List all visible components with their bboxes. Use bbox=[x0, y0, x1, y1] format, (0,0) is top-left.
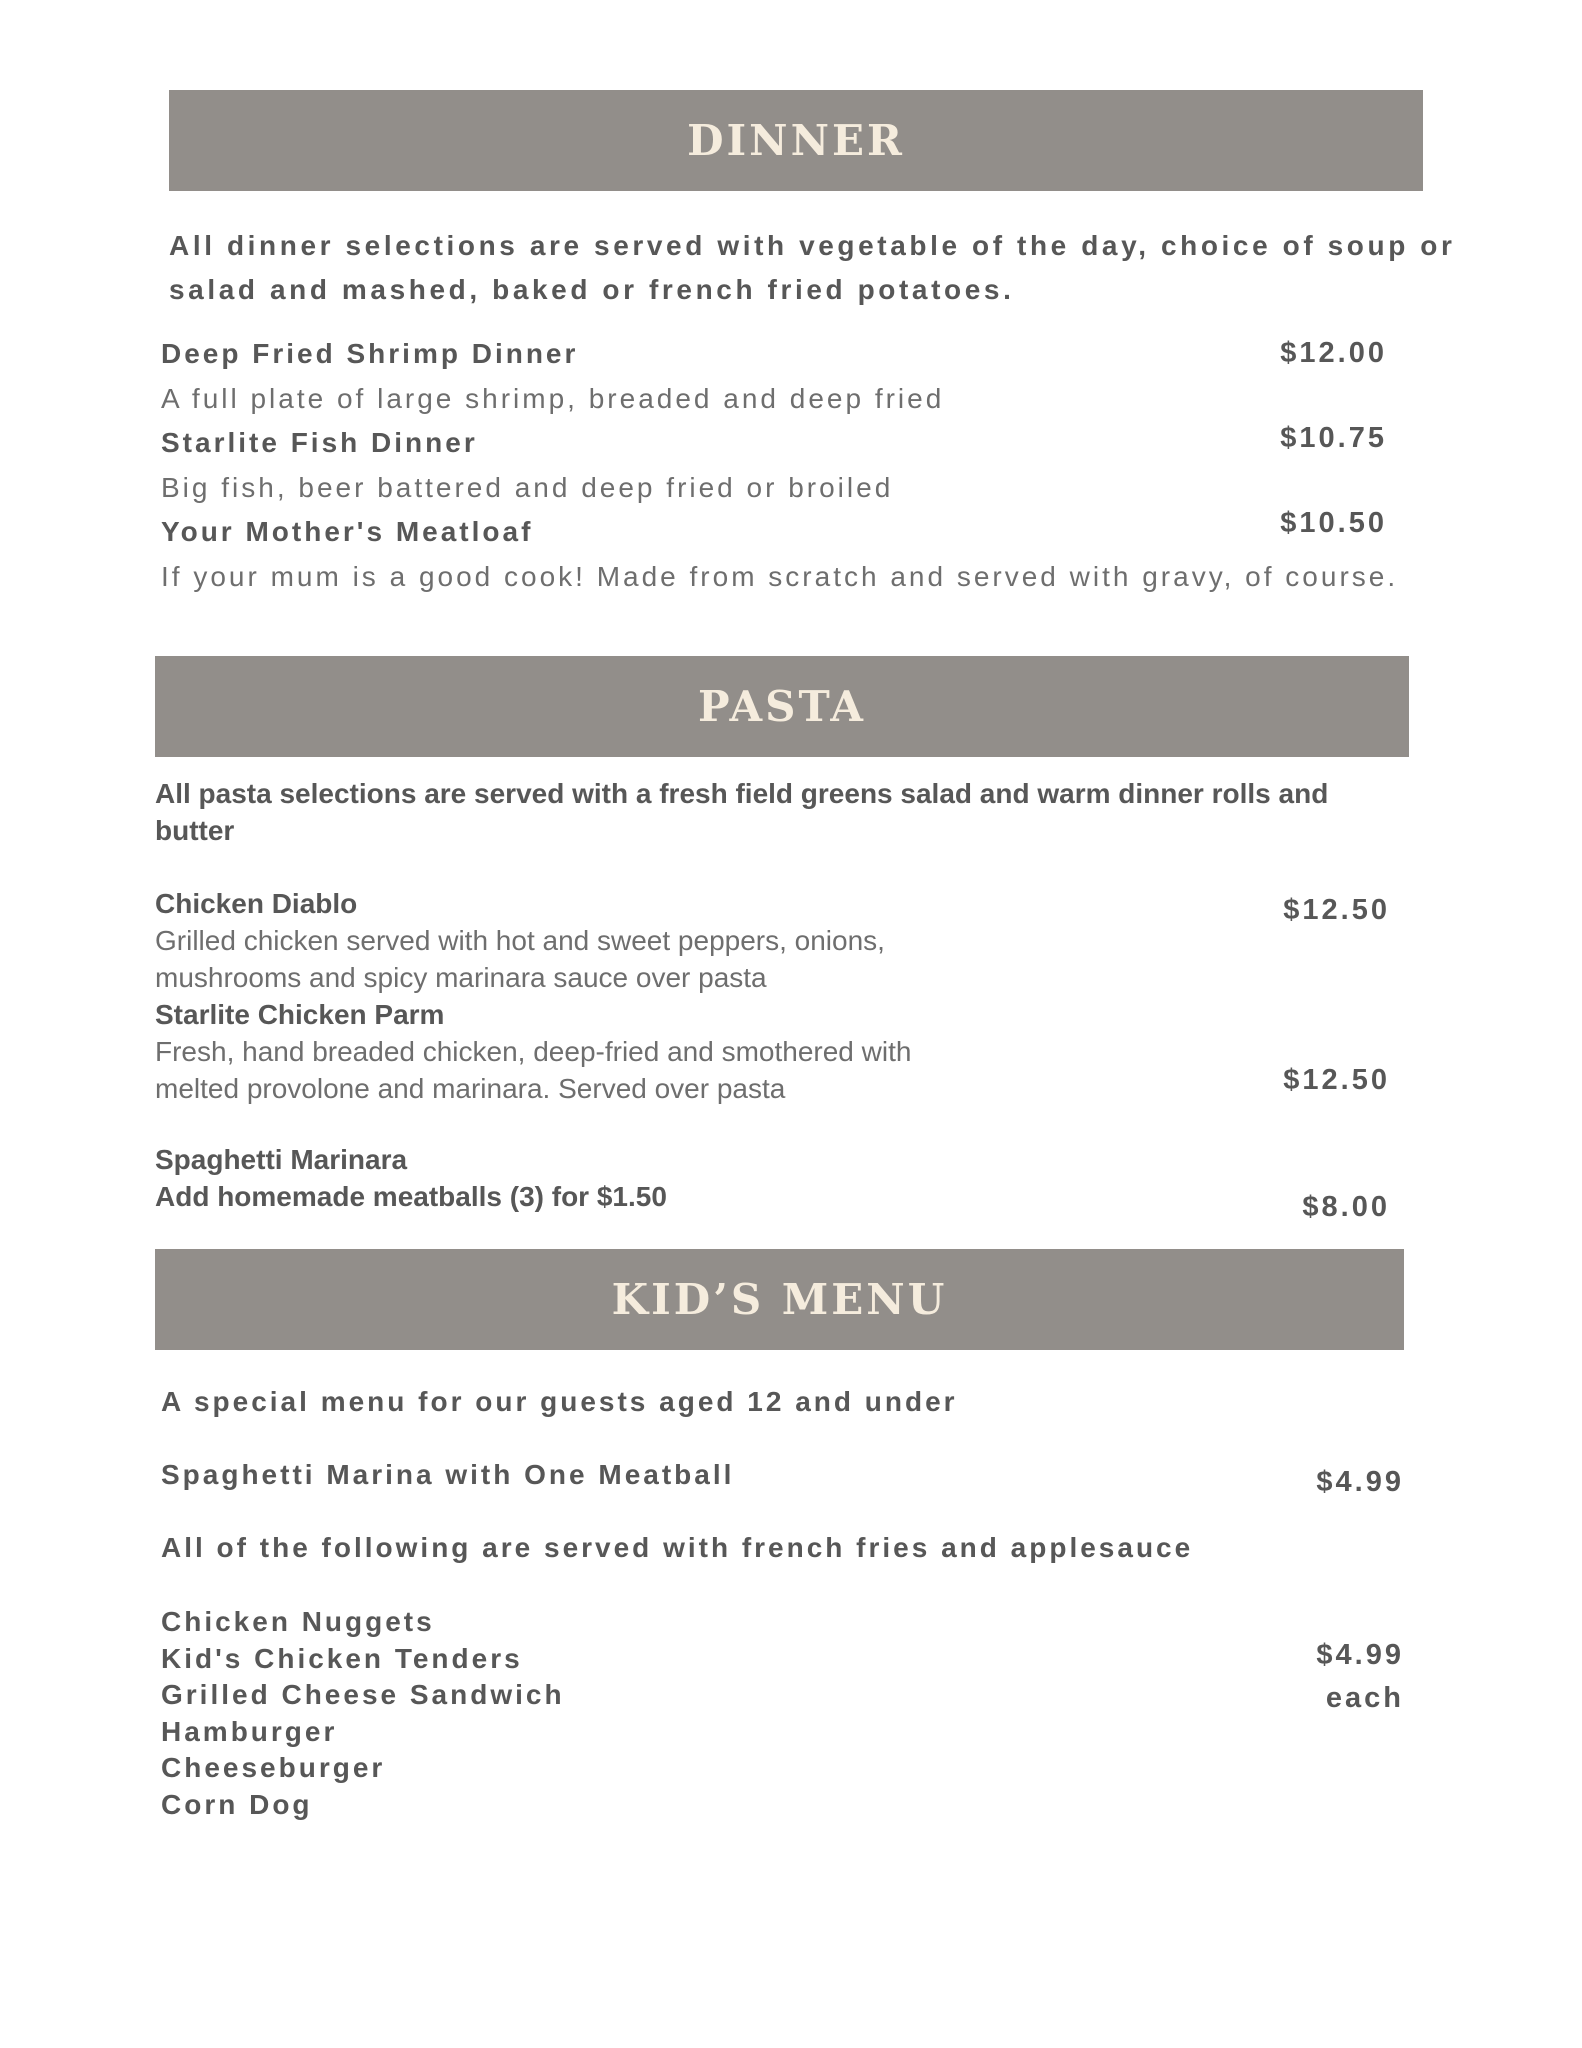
kids-single-item-name: Spaghetti Marina with One Meatball bbox=[161, 1459, 735, 1490]
pasta-item-desc-line1: Grilled chicken served with hot and sweet peppers, onions, bbox=[155, 925, 885, 956]
dinner-item-name: Deep Fried Shrimp Dinner bbox=[161, 338, 579, 369]
pasta-item-name: Chicken Diablo bbox=[155, 888, 358, 919]
pasta-item bbox=[155, 1141, 667, 1215]
kids-group-price-unit: each bbox=[1325, 1682, 1404, 1714]
pasta-intro bbox=[155, 775, 1328, 849]
kids-heading: KID’S MENU bbox=[611, 1275, 948, 1324]
dinner-item-name: Starlite Fish Dinner bbox=[161, 427, 478, 458]
dinner-banner bbox=[169, 90, 1423, 191]
pasta-item-desc-line2: mushrooms and spicy marinara sauce over pasta bbox=[155, 962, 767, 993]
kids-group-price bbox=[1316, 1634, 1404, 1720]
pasta-item-note: Add homemade meatballs (3) for $1.50 bbox=[155, 1181, 667, 1212]
pasta-banner bbox=[155, 656, 1409, 757]
pasta-intro-line2: butter bbox=[155, 815, 235, 846]
kids-single-item-price: $4.99 bbox=[1316, 1466, 1404, 1498]
kids-group-list bbox=[161, 1604, 565, 1823]
kids-group-price-value: $4.99 bbox=[1316, 1639, 1404, 1671]
kids-group-item: Kid's Chicken Tenders bbox=[161, 1642, 523, 1674]
kids-intro: A special menu for our guests aged 12 and under bbox=[161, 1386, 958, 1417]
pasta-item-price: $12.50 bbox=[1283, 894, 1390, 926]
dinner-intro-line1: All dinner selections are served with vegetable of the day, choice of soup or bbox=[169, 230, 1456, 261]
dinner-item-desc: Big fish, beer battered and deep fried or broiled bbox=[161, 472, 894, 503]
pasta-item-name: Spaghetti Marinara bbox=[155, 1144, 408, 1175]
dinner-item-price: $12.00 bbox=[1280, 337, 1387, 369]
pasta-intro-line1: All pasta selections are served with a fresh field greens salad and warm dinner rolls and bbox=[155, 778, 1329, 809]
kids-group-item: Grilled Cheese Sandwich bbox=[161, 1679, 565, 1710]
pasta-item bbox=[155, 885, 911, 1107]
kids-group-item: Hamburger bbox=[161, 1715, 338, 1747]
kids-group-item: Cheeseburger bbox=[161, 1752, 386, 1783]
dinner-item-price: $10.50 bbox=[1280, 507, 1387, 539]
dinner-intro bbox=[169, 224, 1456, 312]
dinner-intro-line2: salad and mashed, baked or french fried potatoes. bbox=[169, 274, 1015, 305]
kids-banner bbox=[155, 1249, 1404, 1350]
kids-group-note: All of the following are served with french fries and applesauce bbox=[161, 1532, 1194, 1563]
pasta-item-price: $8.00 bbox=[1302, 1191, 1390, 1223]
pasta-item-desc-line1: Fresh, hand breaded chicken, deep-fried and smothered with bbox=[155, 1036, 912, 1067]
pasta-heading: PASTA bbox=[698, 682, 866, 731]
kids-group-item: Corn Dog bbox=[161, 1788, 313, 1820]
dinner-item-desc: A full plate of large shrimp, breaded and deep fried bbox=[161, 383, 945, 414]
kids-group-item: Chicken Nuggets bbox=[161, 1606, 435, 1637]
dinner-item-name: Your Mother's Meatloaf bbox=[161, 516, 534, 547]
pasta-item-desc-line2: melted provolone and marinara. Served over pasta bbox=[155, 1073, 786, 1104]
dinner-item-desc: If your mum is a good cook! Made from scratch and served with gravy, of course. bbox=[161, 561, 1399, 592]
pasta-item-price: $12.50 bbox=[1283, 1064, 1390, 1096]
pasta-item-name: Starlite Chicken Parm bbox=[155, 999, 445, 1030]
dinner-heading: DINNER bbox=[687, 116, 905, 165]
dinner-item-price: $10.75 bbox=[1280, 422, 1387, 454]
